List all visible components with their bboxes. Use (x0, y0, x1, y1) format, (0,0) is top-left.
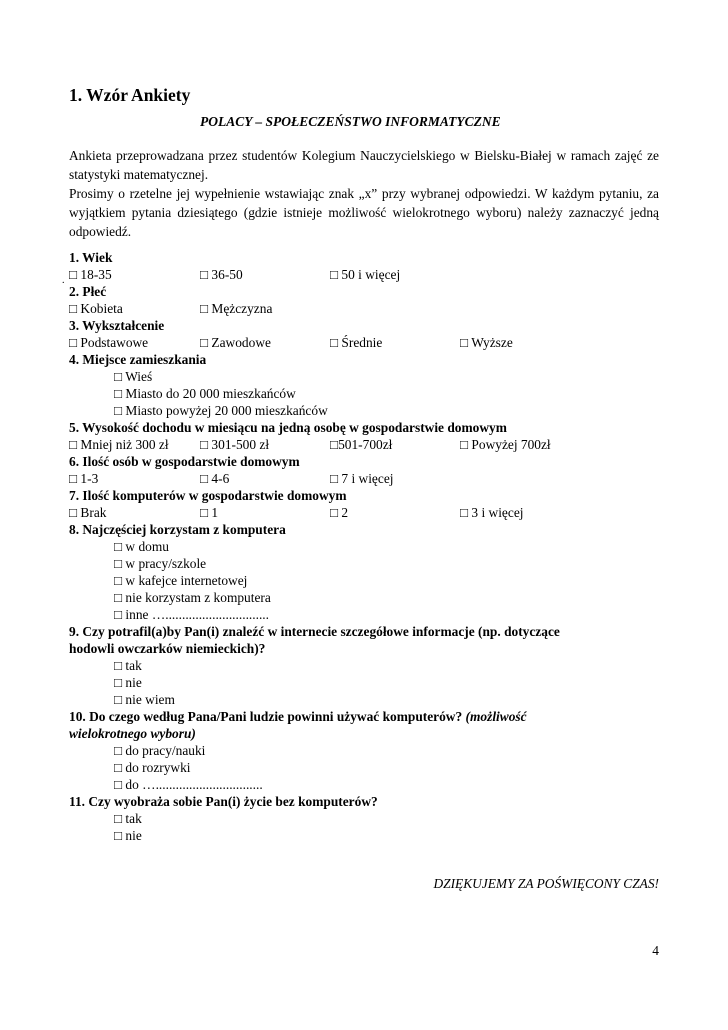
answer-option[interactable]: □ Średnie (330, 335, 383, 350)
question-text: 6. Ilość osób w gospodarstwie domowym (69, 454, 300, 469)
answer-option[interactable]: □ 7 i więcej (330, 471, 394, 486)
question-text: 2. Płeć (69, 284, 107, 299)
answer-option[interactable]: □ nie (114, 675, 142, 690)
survey-questions (69, 249, 669, 844)
question-text: 7. Ilość komputerów w gospodarstwie domowym (69, 488, 347, 503)
answer-option[interactable]: □ nie korzystam z komputera (114, 590, 271, 605)
question-title (69, 521, 669, 538)
answer-option[interactable]: □ Kobieta (69, 301, 123, 316)
answer-row (69, 470, 669, 487)
question-title (69, 793, 669, 810)
answer-option[interactable]: □ Brak (69, 505, 107, 520)
answer-option[interactable]: □ tak (114, 811, 142, 826)
answer-row (69, 300, 669, 317)
question-note: (możliwość (465, 709, 527, 724)
answer-option[interactable]: □ Podstawowe (69, 335, 149, 350)
answer-row (69, 266, 669, 283)
question-text: 4. Miejsce zamieszkania (69, 352, 207, 367)
stray-mark: . (62, 275, 65, 286)
answer-option[interactable]: □501-700zł (330, 437, 393, 452)
question-text: 8. Najczęściej korzystam z komputera (69, 522, 286, 537)
answer-option[interactable]: □ 2 (330, 505, 349, 520)
intro-paragraph-2: Prosimy o rzetelne jej wypełnienie wstawiając znak „x” przy wybranej odpowiedzi. W każdym pytaniu, za wyjątkiem pytania dziesiątego (gdzie istnieje możliwość wielokrotnego wyboru) należy zaznaczyć jedną odpowiedź. (69, 186, 659, 239)
question-text: 10. Do czego według Pana/Pani ludzie powinni używać komputerów? (69, 709, 463, 724)
question-title (69, 708, 669, 725)
answer-option[interactable]: □ Mniej niż 300 zł (69, 437, 169, 452)
answer-option[interactable]: □ w pracy/szkole (114, 556, 207, 571)
answer-option[interactable]: □ Powyżej 700zł (460, 437, 551, 452)
intro-text (69, 146, 659, 241)
question-title (69, 351, 669, 368)
answer-option[interactable]: □ Miasto powyżej 20 000 mieszkańców (114, 403, 328, 418)
answer-option[interactable]: □ Wieś (114, 369, 153, 384)
question-text: 5. Wysokość dochodu w miesiącu na jedną osobę w gospodarstwie domowym (69, 420, 507, 435)
question-text: 9. Czy potrafil(a)by Pan(i) znaleźć w internecie szczegółowe informacje (np. dotyczące (69, 624, 560, 639)
answer-option[interactable]: □ Mężczyzna (200, 301, 273, 316)
question-title-continued: hodowli owczarków niemieckich)? (69, 641, 266, 656)
answer-option[interactable]: □ Zawodowe (200, 335, 271, 350)
answer-option[interactable]: □ inne …............................... (114, 607, 270, 622)
answer-row (69, 334, 669, 351)
answer-option[interactable]: □ do rozrywki (114, 760, 191, 775)
intro-paragraph-1: Ankieta przeprowadzana przez studentów Kolegium Nauczycielskiego w Bielsku-Białej w ramach zajęć ze statystyki matematycznej. (69, 148, 659, 182)
answer-option[interactable]: □ do pracy/nauki (114, 743, 206, 758)
question-title (69, 419, 669, 436)
question-text: 3. Wykształcenie (69, 318, 165, 333)
answer-option[interactable]: □ nie wiem (114, 692, 175, 707)
question-title-continued: wielokrotnego wyboru) (69, 726, 196, 741)
answer-option[interactable]: □ nie (114, 828, 142, 843)
answer-option[interactable]: □ Wyższe (460, 335, 513, 350)
answer-row (69, 504, 669, 521)
question-title (69, 283, 669, 300)
section-heading: 1. Wzór Ankiety (69, 85, 191, 105)
question-title (69, 487, 669, 504)
answer-option[interactable]: □ w domu (114, 539, 169, 554)
page-number: 4 (652, 943, 659, 958)
answer-option[interactable]: □ 1 (200, 505, 219, 520)
question-title (69, 453, 669, 470)
question-text: 11. Czy wyobraża sobie Pan(i) życie bez komputerów? (69, 794, 378, 809)
question-text: 1. Wiek (69, 250, 113, 265)
survey-title: POLACY – SPOŁECZEŃSTWO INFORMATYCZNE (200, 114, 501, 129)
answer-option[interactable]: □ tak (114, 658, 142, 673)
question-title (69, 249, 669, 266)
answer-option[interactable]: □ 50 i więcej (330, 267, 401, 282)
answer-option[interactable]: □ 4-6 (200, 471, 230, 486)
answer-option[interactable]: □ 301-500 zł (200, 437, 270, 452)
answer-option[interactable]: □ Miasto do 20 000 mieszkańców (114, 386, 296, 401)
answer-option[interactable]: □ 1-3 (69, 471, 99, 486)
question-title (69, 623, 669, 640)
answer-option[interactable]: □ 18-35 (69, 267, 112, 282)
thanks-note: DZIĘKUJEMY ZA POŚWIĘCONY CZAS! (433, 876, 659, 891)
answer-option[interactable]: □ 36-50 (200, 267, 243, 282)
answer-option[interactable]: □ w kafejce internetowej (114, 573, 248, 588)
answer-option[interactable]: □ 3 i więcej (460, 505, 524, 520)
answer-row (69, 436, 669, 453)
answer-option[interactable]: □ do …................................ (114, 777, 263, 792)
question-title (69, 317, 669, 334)
